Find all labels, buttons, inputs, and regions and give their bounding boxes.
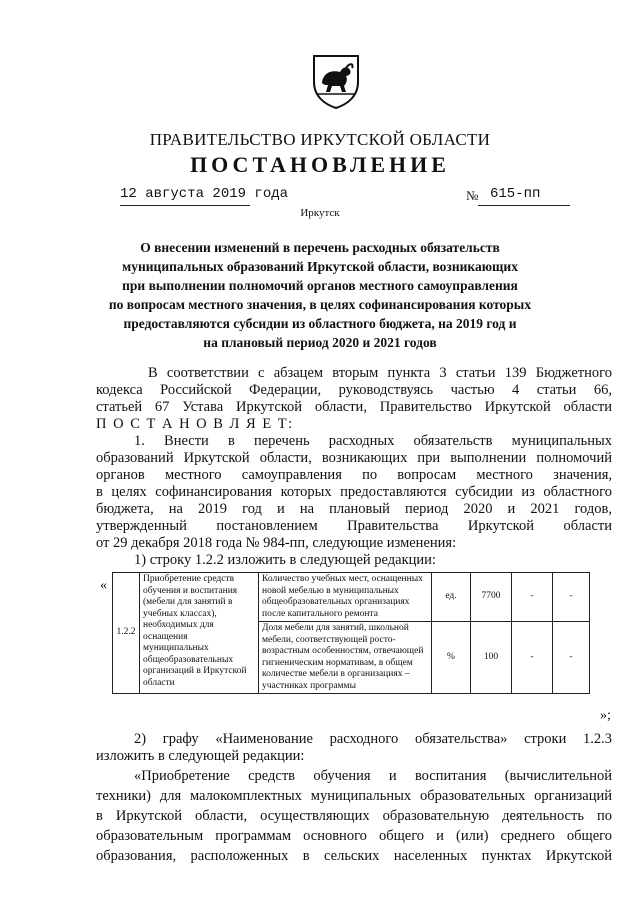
document-type: ПОСТАНОВЛЕНИЕ <box>190 152 450 177</box>
title-line: предоставляются субсидии из областного бюджета, на 2019 год и <box>123 316 517 331</box>
indicator-cell: Доля мебели для занятий, школьной мебели, соответствующей росто-возрастным особенностям, отвечающей гигиеническим нормативам, в общем количестве мебели в организациях – участниках программы <box>259 622 432 694</box>
table-quote-open: « <box>100 578 107 593</box>
body-line: утвержденный постановлением Правительства Иркутской области <box>96 518 612 534</box>
body-line: образований Иркутской области, возникающих при выполнении полномочий <box>96 450 612 466</box>
body-line: в Иркутской области, осуществляющих образовательную деятельность по <box>96 808 612 824</box>
body-line: техники) для малокомплектных муниципальных образовательных организаций <box>96 788 612 804</box>
unit-cell: % <box>432 622 471 694</box>
value-cell: 100 <box>471 622 512 694</box>
value-2020-cell: - <box>512 573 553 622</box>
title-line: О внесении изменений в перечень расходных обязательств <box>140 240 500 255</box>
coat-of-arms-icon <box>310 52 362 110</box>
table-row <box>113 573 590 622</box>
body-line: 1) строку 1.2.2 изложить в следующей редакции: <box>134 552 436 568</box>
decree-title <box>100 238 540 352</box>
title-line: на плановый период 2020 и 2021 годов <box>203 335 437 350</box>
title-line: при выполнении полномочий органов местного самоуправления <box>122 278 518 293</box>
value-2020-cell: - <box>512 622 553 694</box>
date-underline <box>120 205 250 206</box>
obligations-table <box>112 572 590 694</box>
row-number: 1.2.2 <box>113 573 140 694</box>
government-name: ПРАВИТЕЛЬСТВО ИРКУТСКОЙ ОБЛАСТИ <box>149 130 491 149</box>
decree-number: 615-пп <box>490 186 541 202</box>
body-line: статьей 67 Устава Иркутской области, Правительство Иркутской области <box>96 399 612 415</box>
body-line: 2) графу «Наименование расходного обязательства» строки 1.2.3 <box>134 731 612 747</box>
obligation-name: Приобретение средств обучения и воспитания (мебели для занятий в учебных классах), необходимых для оснащения муниципальных общеобразовательных организаций в Иркутской области <box>140 573 259 694</box>
body-line: кодекса Российской Федерации, руководствуясь частью 4 статьи 66, <box>96 382 612 398</box>
value-cell: 7700 <box>471 573 512 622</box>
indicator-cell: Количество учебных мест, оснащенных новой мебелью в муниципальных общеобразовательных организациях после капитального ремонта <box>259 573 432 622</box>
body-line: от 29 декабря 2018 года № 984-пп, следующие изменения: <box>96 535 457 551</box>
value-2021-cell: - <box>553 573 590 622</box>
body-line: П О С Т А Н О В Л Я Е Т: <box>96 416 294 432</box>
city: Иркутск <box>300 207 340 219</box>
value-2021-cell: - <box>553 622 590 694</box>
number-underline <box>478 205 570 206</box>
body-line: образования, расположенных в сельских населенных пунктах Иркутской <box>96 848 612 864</box>
title-line: по вопросам местного значения, в целях софинансирования которых <box>108 297 532 312</box>
unit-cell: ед. <box>432 573 471 622</box>
body-line: изложить в следующей редакции: <box>96 748 305 764</box>
body-line: В соответствии с абзацем вторым пункта 3 статьи 139 Бюджетного <box>148 365 612 381</box>
body-line: «Приобретение средств обучения и воспитания (вычислительной <box>134 768 612 784</box>
body-line: образовательным программам основного общего и (или) среднего общего <box>96 828 612 844</box>
body-line: в целях софинансирования которых предоставляются субсидии из областного <box>96 484 612 500</box>
decree-date: 12 августа 2019 года <box>120 186 289 202</box>
body-line: органов местного самоуправления по вопросам местного значения, <box>96 467 612 483</box>
title-line: муниципальных образований Иркутской области, возникающих <box>122 259 518 274</box>
table-quote-close: »; <box>600 708 611 723</box>
body-line: бюджета, на 2019 год и на плановый период 2020 и 2021 годов, <box>96 501 612 517</box>
number-label: № <box>466 188 479 203</box>
body-line: 1. Внести в перечень расходных обязательств муниципальных <box>134 433 612 449</box>
